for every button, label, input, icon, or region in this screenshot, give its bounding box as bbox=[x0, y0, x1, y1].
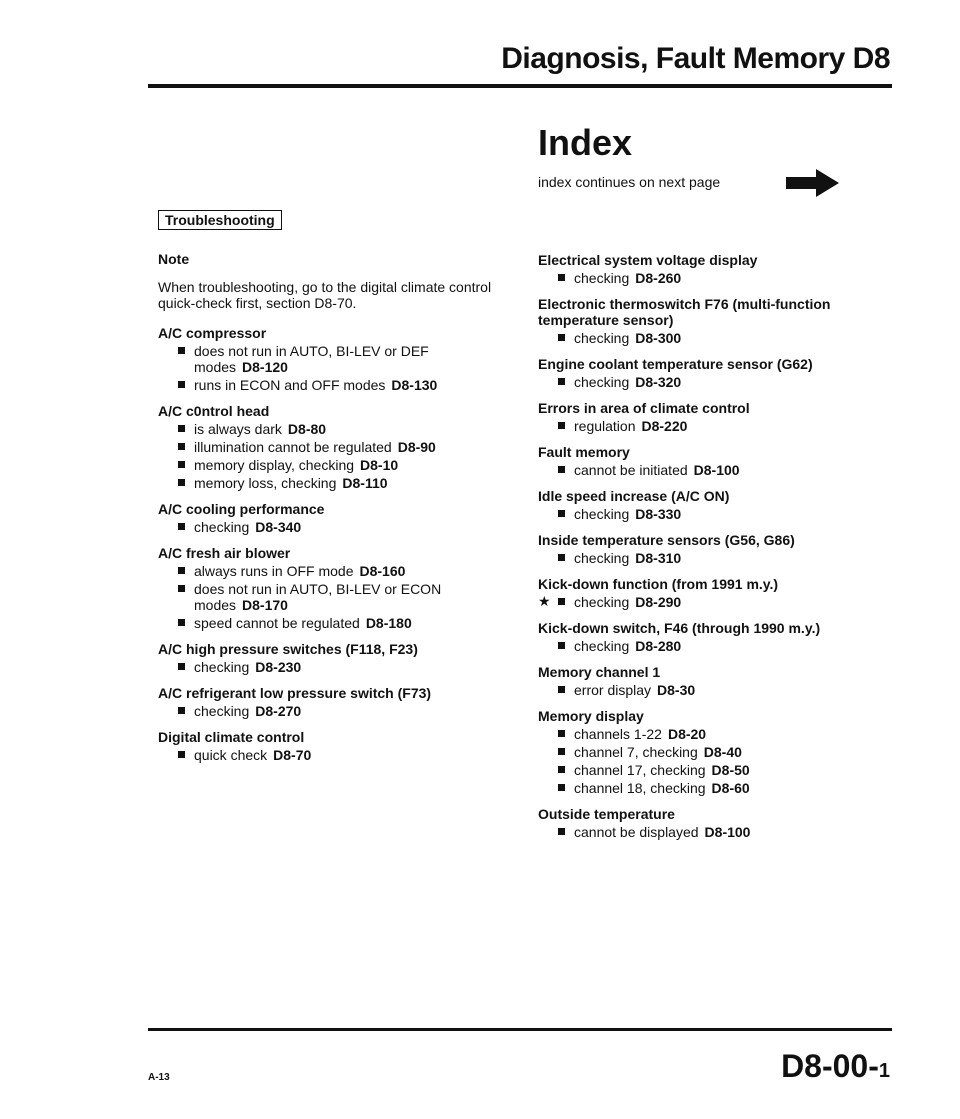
section-reference: D8-30 bbox=[657, 682, 696, 698]
square-bullet-icon bbox=[558, 730, 565, 737]
index-entry-title: Kick-down switch, F46 (through 1990 m.y.) bbox=[538, 620, 821, 636]
square-bullet-icon bbox=[178, 461, 185, 468]
footer-divider bbox=[148, 1028, 892, 1031]
index-entry bbox=[538, 576, 878, 610]
sub-item-text: cannot be displayed bbox=[574, 824, 699, 840]
index-entry-title: Idle speed increase (A/C ON) bbox=[538, 488, 730, 504]
square-bullet-icon bbox=[178, 619, 185, 626]
header-divider bbox=[148, 84, 892, 88]
index-entry bbox=[538, 806, 878, 840]
index-entry bbox=[158, 501, 498, 535]
section-reference: D8-20 bbox=[667, 726, 707, 742]
index-sub-item bbox=[158, 703, 498, 719]
square-bullet-icon bbox=[558, 422, 565, 429]
square-bullet-icon bbox=[558, 642, 565, 649]
sub-item-text: does not run in AUTO, BI-LEV or ECON modes bbox=[194, 581, 442, 613]
index-entry bbox=[538, 400, 878, 434]
index-entry-title: A/C c0ntrol head bbox=[158, 403, 270, 419]
section-reference: D8-130 bbox=[391, 377, 438, 393]
section-reference: D8-290 bbox=[635, 594, 682, 610]
square-bullet-icon bbox=[178, 663, 185, 670]
square-bullet-icon bbox=[558, 274, 565, 281]
note-title: Note bbox=[158, 251, 190, 267]
sub-item-text: does not run in AUTO, BI-LEV or DEF modes bbox=[194, 343, 429, 375]
page-number-main: D8-00- bbox=[781, 1048, 879, 1084]
page-header-title: Diagnosis, Fault Memory D8 bbox=[501, 42, 890, 75]
index-entry-title: Electrical system voltage display bbox=[538, 252, 758, 268]
index-entry-title: A/C fresh air blower bbox=[158, 545, 291, 561]
sub-item-text: channel 18, checking bbox=[574, 780, 706, 796]
index-sub-item bbox=[538, 462, 878, 478]
index-entry-title: A/C cooling performance bbox=[158, 501, 325, 517]
square-bullet-icon bbox=[178, 751, 185, 758]
index-sub-item bbox=[158, 519, 498, 535]
right-column bbox=[538, 252, 878, 850]
sub-item-text: channel 7, checking bbox=[574, 744, 698, 760]
section-reference: D8-100 bbox=[704, 824, 751, 840]
index-sub-item bbox=[158, 439, 498, 455]
index-sub-item bbox=[158, 421, 498, 437]
index-sub-item bbox=[158, 747, 498, 763]
section-reference: D8-60 bbox=[711, 780, 750, 796]
index-entry bbox=[538, 296, 878, 346]
index-entry bbox=[538, 252, 878, 286]
index-sub-item bbox=[538, 726, 878, 742]
left-entry-list bbox=[158, 325, 498, 763]
index-entry-title: Electronic thermoswitch F76 (multi-function temperature sensor) bbox=[538, 296, 831, 328]
square-bullet-icon bbox=[558, 554, 565, 561]
index-sub-item bbox=[158, 457, 498, 473]
sub-item-text: quick check bbox=[194, 747, 268, 763]
index-sub-item bbox=[538, 744, 878, 760]
sub-item-text: runs in ECON and OFF modes bbox=[194, 377, 386, 393]
index-entry-title: A/C compressor bbox=[158, 325, 267, 341]
square-bullet-icon bbox=[178, 585, 185, 592]
footer-code: A-13 bbox=[148, 1072, 170, 1083]
sub-item-text: checking bbox=[574, 550, 630, 566]
sub-item-text: checking bbox=[194, 519, 250, 535]
sub-item-text: is always dark bbox=[194, 421, 282, 437]
square-bullet-icon bbox=[558, 466, 565, 473]
index-entry bbox=[538, 356, 878, 390]
section-reference: D8-50 bbox=[711, 762, 750, 778]
sub-item-text: checking bbox=[194, 703, 250, 719]
square-bullet-icon bbox=[558, 686, 565, 693]
square-bullet-icon bbox=[178, 381, 185, 388]
index-entry-title: Kick-down function (from 1991 m.y.) bbox=[538, 576, 779, 592]
section-reference: D8-280 bbox=[635, 638, 682, 654]
index-entry bbox=[538, 444, 878, 478]
sub-item-text: checking bbox=[574, 506, 630, 522]
index-sub-item bbox=[158, 377, 498, 393]
square-bullet-icon bbox=[178, 567, 185, 574]
sub-item-text: memory loss, checking bbox=[194, 475, 337, 491]
index-entry-title: Memory channel 1 bbox=[538, 664, 661, 680]
index-sub-item bbox=[538, 762, 878, 778]
index-entry bbox=[158, 641, 498, 675]
index-entry-title: A/C high pressure switches (F118, F23) bbox=[158, 641, 418, 657]
section-reference: D8-270 bbox=[255, 703, 302, 719]
index-entry-title: Errors in area of climate control bbox=[538, 400, 750, 416]
index-sub-item bbox=[538, 824, 878, 840]
index-entry bbox=[538, 488, 878, 522]
square-bullet-icon bbox=[178, 523, 185, 530]
index-entry-title: A/C refrigerant low pressure switch (F73) bbox=[158, 685, 432, 701]
index-sub-item bbox=[538, 594, 878, 610]
index-entry-title: Outside temperature bbox=[538, 806, 675, 822]
sub-item-text: checking bbox=[574, 330, 630, 346]
index-sub-item bbox=[538, 682, 878, 698]
section-reference: D8-340 bbox=[255, 519, 302, 535]
section-reference: D8-120 bbox=[242, 359, 288, 375]
square-bullet-icon bbox=[558, 766, 565, 773]
section-reference: D8-320 bbox=[635, 374, 682, 390]
section-reference: D8-180 bbox=[365, 615, 412, 631]
index-entry bbox=[158, 729, 498, 763]
square-bullet-icon bbox=[558, 598, 565, 605]
index-sub-item bbox=[538, 330, 878, 346]
index-sub-item bbox=[538, 780, 878, 796]
page-number bbox=[781, 1048, 890, 1085]
index-sub-item bbox=[538, 270, 878, 286]
index-entry bbox=[158, 325, 498, 393]
section-reference: D8-110 bbox=[342, 475, 388, 491]
index-entry bbox=[158, 685, 498, 719]
sub-item-text: checking bbox=[574, 594, 630, 610]
section-reference: D8-220 bbox=[641, 418, 688, 434]
square-bullet-icon bbox=[558, 378, 565, 385]
index-sub-item bbox=[538, 418, 878, 434]
section-reference: D8-310 bbox=[635, 550, 682, 566]
right-entry-list bbox=[538, 252, 878, 840]
square-bullet-icon bbox=[558, 748, 565, 755]
square-bullet-icon bbox=[178, 707, 185, 714]
square-bullet-icon bbox=[178, 443, 185, 450]
troubleshooting-section-box: Troubleshooting bbox=[158, 210, 282, 230]
sub-item-text: channel 17, checking bbox=[574, 762, 706, 778]
index-entry-title: Inside temperature sensors (G56, G86) bbox=[538, 532, 795, 548]
index-entry-title: Engine coolant temperature sensor (G62) bbox=[538, 356, 813, 372]
square-bullet-icon bbox=[558, 828, 565, 835]
index-sub-item bbox=[538, 550, 878, 566]
index-entry-title: Memory display bbox=[538, 708, 644, 724]
index-sub-item bbox=[158, 475, 498, 491]
section-reference: D8-100 bbox=[693, 462, 740, 478]
index-sub-item bbox=[158, 581, 498, 613]
square-bullet-icon bbox=[178, 347, 185, 354]
index-title: Index bbox=[538, 122, 633, 163]
sub-item-text: speed cannot be regulated bbox=[194, 615, 360, 631]
index-sub-item bbox=[538, 374, 878, 390]
section-reference: D8-10 bbox=[360, 457, 399, 473]
sub-item-text: cannot be initiated bbox=[574, 462, 688, 478]
note-text: When troubleshooting, go to the digital climate control quick-check first, section D8-70. bbox=[158, 279, 492, 311]
section-reference: D8-40 bbox=[703, 744, 742, 760]
section-reference: D8-300 bbox=[635, 330, 682, 346]
square-bullet-icon bbox=[558, 784, 565, 791]
index-sub-item bbox=[158, 343, 498, 375]
left-column bbox=[158, 251, 498, 773]
section-reference: D8-170 bbox=[242, 597, 288, 613]
star-icon: ★ bbox=[538, 593, 551, 609]
sub-item-text: checking bbox=[574, 374, 630, 390]
sub-item-text: channels 1-22 bbox=[574, 726, 662, 742]
sub-item-text: checking bbox=[574, 270, 630, 286]
section-reference: D8-260 bbox=[635, 270, 682, 286]
square-bullet-icon bbox=[558, 334, 565, 341]
page-number-suffix: 1 bbox=[878, 1060, 890, 1082]
square-bullet-icon bbox=[558, 510, 565, 517]
index-sub-item bbox=[158, 659, 498, 675]
index-sub-item bbox=[158, 615, 498, 631]
index-entry-title: Fault memory bbox=[538, 444, 630, 460]
index-entry bbox=[158, 545, 498, 631]
index-entry bbox=[538, 708, 878, 796]
index-entry bbox=[538, 664, 878, 698]
sub-item-text: memory display, checking bbox=[194, 457, 355, 473]
sub-item-text: checking bbox=[574, 638, 630, 654]
index-entry bbox=[538, 620, 878, 654]
next-page-arrow-icon bbox=[786, 168, 840, 198]
section-reference: D8-90 bbox=[397, 439, 436, 455]
index-entry bbox=[158, 403, 498, 491]
section-reference: D8-70 bbox=[273, 747, 312, 763]
sub-item-text: regulation bbox=[574, 418, 636, 434]
section-reference: D8-80 bbox=[287, 421, 327, 437]
index-continues-note: index continues on next page bbox=[538, 174, 721, 190]
sub-item-text: always runs in OFF mode bbox=[194, 563, 354, 579]
sub-item-text: illumination cannot be regulated bbox=[194, 439, 392, 455]
square-bullet-icon bbox=[178, 425, 185, 432]
index-sub-item bbox=[538, 638, 878, 654]
square-bullet-icon bbox=[178, 479, 185, 486]
sub-item-text: error display bbox=[574, 682, 652, 698]
section-reference: D8-230 bbox=[255, 659, 302, 675]
section-reference: D8-160 bbox=[359, 563, 406, 579]
sub-item-text: checking bbox=[194, 659, 250, 675]
index-sub-item bbox=[158, 563, 498, 579]
index-sub-item bbox=[538, 506, 878, 522]
index-entry-title: Digital climate control bbox=[158, 729, 305, 745]
index-entry bbox=[538, 532, 878, 566]
section-reference: D8-330 bbox=[635, 506, 682, 522]
